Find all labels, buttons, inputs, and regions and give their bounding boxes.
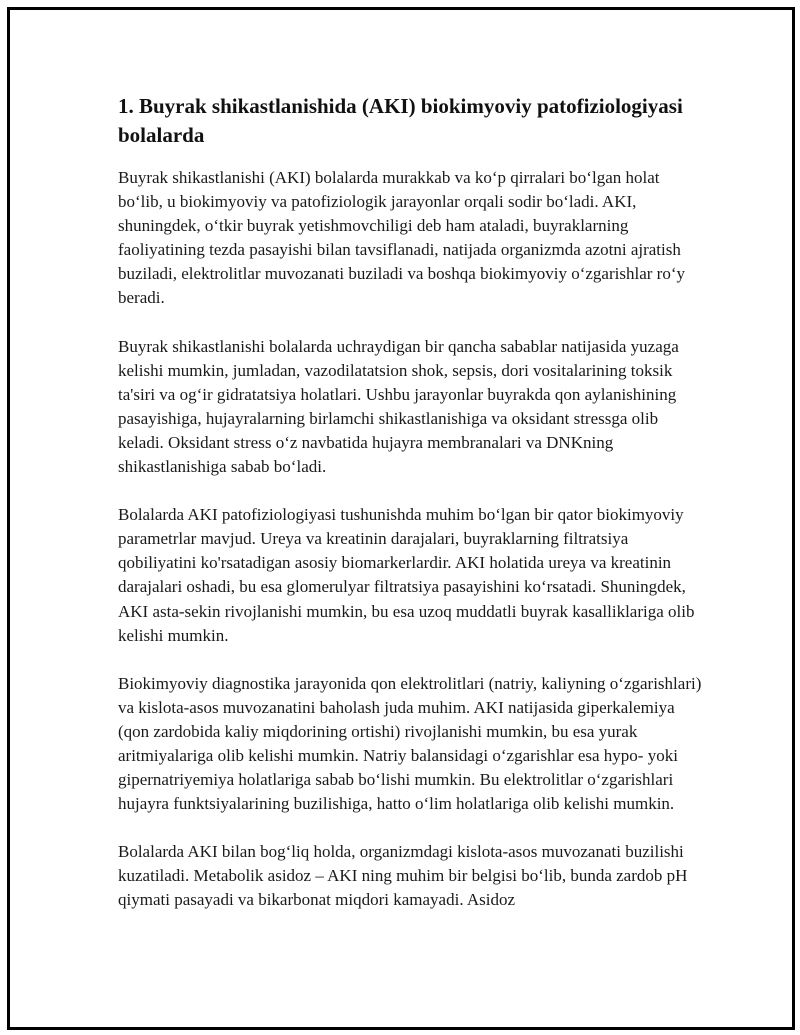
paragraph-4: Biokimyoviy diagnostika jarayonida qon elektrolitlari (natriy, kaliyning o‘zgarishlari) va kislota-asos muvozanatini baholash juda muhim. AKI natijasida giperkalemiya (qon zardobida kaliy miqdorining ortishi) rivojlanishi mumkin, bu esa yurak aritmiyalariga olib kelishi mumkin. Natriy balansidagi o‘zgarishlar esa hypo- yoki gipernatriyemiya holatlariga sabab bo‘lishi mumkin. Bu elektrolitlar o‘zgarishlari hujayra funktsiyalarining buzilishiga, hatto o‘lim holatlariga olib kelishi mumkin. bbox=[118, 673, 702, 814]
paragraph-3: Bolalarda AKI patofiziologiyasi tushunishda muhim bo‘lgan bir qator biokimyoviy parametrlar mavjud. Ureya va kreatinin darajalari, buyraklarning filtratsiya qobiliyatini ko'rsatadigan asosiy biomarkerlardir. AKI holatida ureya va kreatinin darajalari oshadi, bu esa glomerulyar filtratsiya pasayishini ko‘rsatadi. Shuningdek, AKI asta-sekin rivojlanishi mumkin, bu esa uzoq muddatli buyrak kasalliklariga olib kelishi mumkin. bbox=[118, 505, 695, 645]
paragraph-1: Buyrak shikastlanishi (AKI) bolalarda murakkab va ko‘p qirralari bo‘lgan holat bo‘lib, u biokimyoviy va patofiziologik jarayonlar orqali sodir bo‘ladi. AKI, shuningdek, o‘tkir buyrak yetishmovchiligi deb ham ataladi, buyraklarning faoliyatining tezda pasayishi bilan tavsiflanadi, natijada organizmda azotni ajratish buziladi, elektrolitlar muvozanati buziladi va boshqa biokimyoviy o‘zgarishlar ro‘y beradi. bbox=[118, 168, 685, 308]
paragraph-2: Buyrak shikastlanishi bolalarda uchraydigan bir qancha sabablar natijasida yuzaga kelishi mumkin, jumladan, vazodilatatsion shok, sepsis, dori vositalarining toksik ta'siri va og‘ir gidratatsiya holatlari. Ushbu jarayonlar buyrakda qon aylanishining pasayishiga, hujayralarning birlamchi shikastlanishiga va oksidant stressga olib keladi. Oksidant stress o‘z navbatida hujayra membranalari va DNKning shikastlanishiga sabab bo‘ladi. bbox=[118, 336, 679, 477]
document-body bbox=[118, 92, 708, 937]
paragraph-5: Bolalarda AKI bilan bog‘liq holda, organizmdagi kislota-asos muvozanati buzilishi kuzatiladi. Metabolik asidoz – AKI ning muhim bir belgisi bo‘lib, bunda zardob pH qiymati pasayadi va bikarbonat miqdori kamayadi. Asidoz bbox=[118, 842, 688, 910]
section-title: 1. Buyrak shikastlanishida (AKI) biokimyoviy patofiziologiyasi bolalarda bbox=[118, 94, 683, 147]
